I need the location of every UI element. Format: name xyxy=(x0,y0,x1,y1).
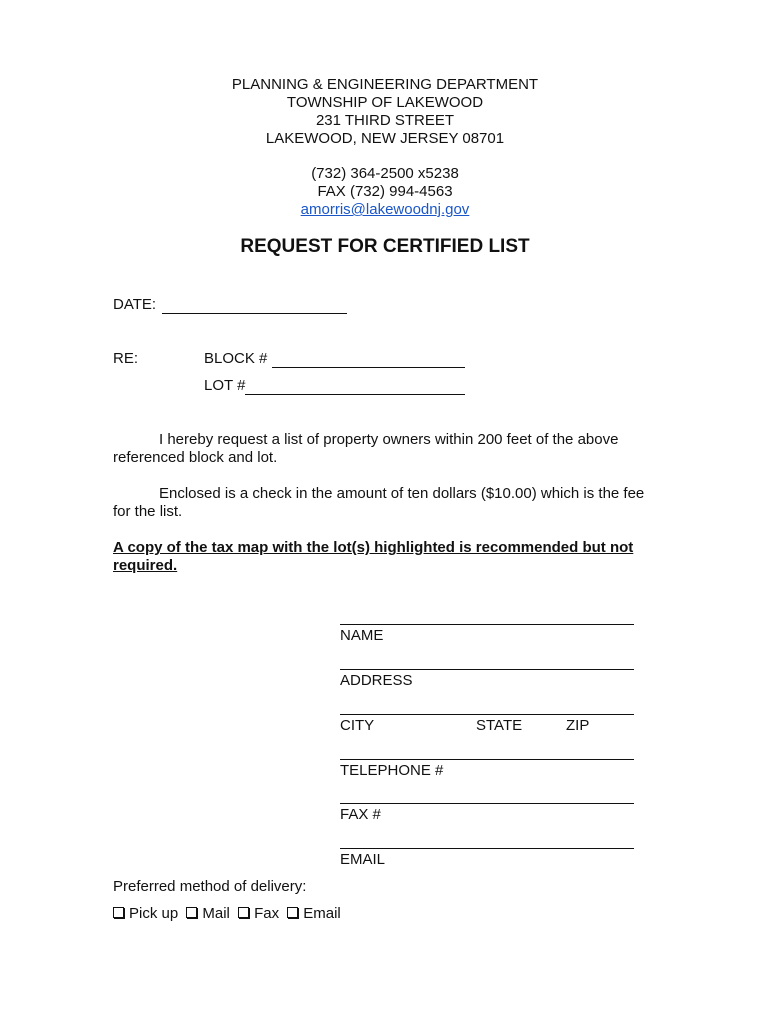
mail-option-label: Mail xyxy=(202,905,230,922)
tax-map-note: A copy of the tax map with the lot(s) highlighted is recommended but not required. xyxy=(113,539,634,574)
fax-option-label: Fax xyxy=(254,905,280,922)
address-label: ADDRESS xyxy=(340,672,413,689)
date-field[interactable] xyxy=(162,298,347,314)
email-label: EMAIL xyxy=(340,851,386,868)
lot-field[interactable] xyxy=(245,379,465,395)
city-state-zip: LAKEWOOD, NEW JERSEY 08701 xyxy=(265,130,505,147)
pickup-option-label: Pick up xyxy=(129,905,179,922)
state-label: STATE xyxy=(476,717,523,734)
fax-label: FAX # xyxy=(340,806,381,823)
street-address: 231 THIRD STREET xyxy=(315,112,455,129)
request-paragraph: I hereby request a list of property owners within 200 feet of the above referenced block and lot. xyxy=(113,431,619,466)
lot-label: LOT # xyxy=(204,377,246,394)
email-link[interactable]: amorris@lakewoodnj.gov xyxy=(300,201,470,218)
telephone-line[interactable] xyxy=(340,759,634,760)
mail-checkbox[interactable] xyxy=(186,907,197,918)
phone-number: (732) 364-2500 x5238 xyxy=(311,165,459,182)
fax-checkbox[interactable] xyxy=(238,907,249,918)
fax-number: FAX (732) 994-4563 xyxy=(317,183,453,200)
city-state-zip-line[interactable] xyxy=(340,714,634,715)
zip-label: ZIP xyxy=(566,717,590,734)
fax-line[interactable] xyxy=(340,803,634,804)
name-line[interactable] xyxy=(340,624,634,625)
form-title: REQUEST FOR CERTIFIED LIST xyxy=(240,236,530,257)
email-line[interactable] xyxy=(340,848,634,849)
department-name: PLANNING & ENGINEERING DEPARTMENT xyxy=(231,76,539,93)
date-label: DATE: xyxy=(113,296,157,313)
pickup-checkbox[interactable] xyxy=(113,907,124,918)
block-field[interactable] xyxy=(272,352,465,368)
township-name: TOWNSHIP OF LAKEWOOD xyxy=(286,94,484,111)
delivery-options xyxy=(113,905,345,923)
delivery-label: Preferred method of delivery: xyxy=(113,878,307,895)
email-option-label: Email xyxy=(303,905,341,922)
city-label: CITY xyxy=(340,717,375,734)
email-checkbox[interactable] xyxy=(287,907,298,918)
telephone-label: TELEPHONE # xyxy=(340,762,444,779)
re-label: RE: xyxy=(113,350,139,367)
block-label: BLOCK # xyxy=(204,350,268,367)
address-line[interactable] xyxy=(340,669,634,670)
fee-paragraph: Enclosed is a check in the amount of ten dollars ($10.00) which is the fee for the list. xyxy=(113,485,645,520)
email-container xyxy=(0,201,770,219)
name-label: NAME xyxy=(340,627,384,644)
